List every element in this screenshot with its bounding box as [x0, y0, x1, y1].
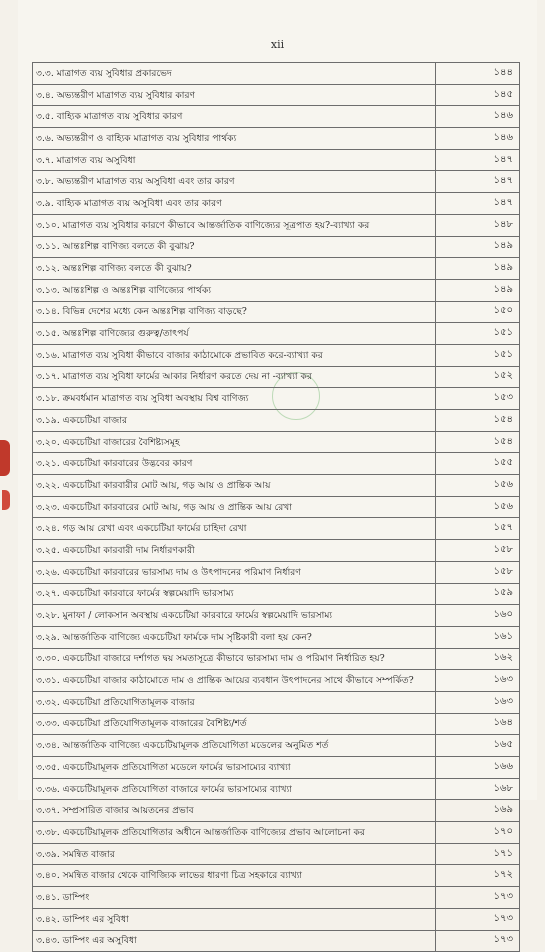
- toc-page-number: ১৪৬: [436, 106, 520, 128]
- toc-row: [33, 713, 520, 735]
- toc-page-number: ১৪৯: [436, 258, 520, 280]
- toc-section-title: ৩.৩১. একচেটিয়া বাজার কাঠামোতে দাম ও প্রান্তিক আয়ের ব্যবধান উৎপাদনের সাথে কীভাবে সম্পর্কিত?: [33, 670, 436, 692]
- toc-page-number: ১৬০: [436, 605, 520, 627]
- toc-page-number: ১৪৭: [436, 193, 520, 215]
- toc-page-number: ১৭২: [436, 865, 520, 887]
- toc-row: [33, 930, 520, 952]
- toc-row: [33, 757, 520, 779]
- toc-row: [33, 605, 520, 627]
- page-number: xii: [270, 38, 285, 51]
- toc-page-number: ১৭৩: [436, 908, 520, 930]
- toc-row: [33, 518, 520, 540]
- toc-section-title: ৩.১১. আন্তঃশিল্প বাণিজ্য বলতে কী বুঝায়?: [33, 236, 436, 258]
- toc-page-number: ১৫৮: [436, 540, 520, 562]
- toc-row: [33, 431, 520, 453]
- toc-row: [33, 626, 520, 648]
- toc-page-number: ১৫১: [436, 323, 520, 345]
- toc-row: [33, 453, 520, 475]
- toc-section-title: ৩.২৭. একচেটিয়া কারবারে ফার্মের স্বল্পমেয়াদি ভারসাম্য: [33, 583, 436, 605]
- toc-page-number: ১৭৩: [436, 930, 520, 952]
- toc-row: [33, 323, 520, 345]
- toc-section-title: ৩.১৭. মাত্রাগত ব্যয় সুবিধা ফার্মের আকার নির্ধারণ করতে দেয় না -ব্যাখ্যা কর: [33, 366, 436, 388]
- toc-section-title: ৩.৮. অভ্যন্তরীণ মাত্রাগত ব্যয় অসুবিধা এবং তার কারণ: [33, 171, 436, 193]
- toc-row: [33, 366, 520, 388]
- toc-row: [33, 908, 520, 930]
- toc-row: [33, 410, 520, 432]
- toc-row: [33, 149, 520, 171]
- toc-page-number: ১৪৬: [436, 128, 520, 150]
- toc-row: [33, 583, 520, 605]
- toc-section-title: ৩.২৬. একচেটিয়া কারবারের ভারসাম্য দাম ও উৎপাদনের পরিমাণ নির্ধারণ: [33, 561, 436, 583]
- toc-row: [33, 843, 520, 865]
- toc-section-title: ৩.১৬. মাত্রাগত ব্যয় সুবিধা কীভাবে বাজার কাঠামোকে প্রভাবিত করে-ব্যাখ্যা কর: [33, 344, 436, 366]
- toc-section-title: ৩.১৪. বিভিন্ন দেশের মধ্যে কেন অন্তঃশিল্প বাণিজ্য বাড়ছে?: [33, 301, 436, 323]
- toc-page-number: ১৪৯: [436, 236, 520, 258]
- toc-section-title: ৩.৩৩. একচেটিয়া প্রতিযোগিতামূলক বাজারের বৈশিষ্ট্য/শর্ত: [33, 713, 436, 735]
- toc-page-number: ১৪৫: [436, 84, 520, 106]
- toc-page-number: ১৫৩: [436, 388, 520, 410]
- table-of-contents: [32, 62, 520, 952]
- toc-row: [33, 735, 520, 757]
- toc-page-number: ১৫৭: [436, 518, 520, 540]
- toc-page-number: ১৪৮: [436, 214, 520, 236]
- toc-section-title: ৩.১০. মাত্রাগত ব্যয় সুবিধার কারণে কীভাবে আন্তর্জাতিক বাণিজ্যের সূত্রপাত হয়?-ব্যাখ্যা কর: [33, 214, 436, 236]
- toc-page-number: ১৪৭: [436, 171, 520, 193]
- toc-page-number: ১৪৪: [436, 63, 520, 85]
- toc-section-title: ৩.৩২. একচেটিয়া প্রতিযোগিতামূলক বাজার: [33, 691, 436, 713]
- toc-row: [33, 648, 520, 670]
- toc-row: [33, 822, 520, 844]
- toc-section-title: ৩.৫. বাহ্যিক মাত্রাগত ব্যয় সুবিধার কারণ: [33, 106, 436, 128]
- toc-page-number: ১৪৭: [436, 149, 520, 171]
- toc-section-title: ৩.৬. অভ্যন্তরীণ ও বাহ্যিক মাত্রাগত ব্যয় সুবিধার পার্থক্য: [33, 128, 436, 150]
- toc-row: [33, 171, 520, 193]
- toc-row: [33, 344, 520, 366]
- red-mark-decoration: [0, 440, 10, 476]
- toc-section-title: ৩.৪২. ডাম্পিং এর সুবিধা: [33, 908, 436, 930]
- toc-row: [33, 496, 520, 518]
- toc-section-title: ৩.৯. বাহ্যিক মাত্রাগত ব্যয় অসুবিধা এবং তার কারণ: [33, 193, 436, 215]
- toc-section-title: ৩.৩৯. সমন্বিত বাজার: [33, 843, 436, 865]
- toc-section-title: ৩.৪. অভ্যন্তরীণ মাত্রাগত ব্যয় সুবিধার কারণ: [33, 84, 436, 106]
- toc-section-title: ৩.২১. একচেটিয়া কারবারের উদ্ভবের কারণ: [33, 453, 436, 475]
- toc-page-number: ১৬২: [436, 648, 520, 670]
- toc-section-title: ৩.২০. একচেটিয়া বাজারের বৈশিষ্ট্যসমূহ: [33, 431, 436, 453]
- toc-section-title: ৩.২৫. একচেটিয়া কারবারী দাম নির্ধারণকারী: [33, 540, 436, 562]
- toc-section-title: ৩.৪০. সমন্বিত বাজার থেকে বাণিজ্যিক লাভের ধারণা চিত্র সহকারে ব্যাখ্যা: [33, 865, 436, 887]
- toc-page-number: ১৬৩: [436, 670, 520, 692]
- toc-page-number: ১৫৯: [436, 583, 520, 605]
- toc-section-title: ৩.৩. মাত্রাগত ব্যয় সুবিধার প্রকারভেদ: [33, 63, 436, 85]
- toc-page-number: ১৫৬: [436, 475, 520, 497]
- toc-row: [33, 670, 520, 692]
- toc-section-title: ৩.৭. মাত্রাগত ব্যয় অসুবিধা: [33, 149, 436, 171]
- toc-section-title: ৩.২৮. মুনাফা / লোকসান অবস্থায় একচেটিয়া কারবারে ফার্মের স্বল্পমেয়াদি ভারসাম্য: [33, 605, 436, 627]
- toc-section-title: ৩.২৪. গড় আয় রেখা এবং একচেটিয়া ফার্মের চাহিদা রেখা: [33, 518, 436, 540]
- toc-row: [33, 887, 520, 909]
- toc-page-number: ১৭১: [436, 843, 520, 865]
- toc-row: [33, 800, 520, 822]
- toc-page-number: ১৫৪: [436, 431, 520, 453]
- toc-page-number: ১৬৯: [436, 800, 520, 822]
- toc-page-number: ১৫৪: [436, 410, 520, 432]
- toc-page-number: ১৬৪: [436, 713, 520, 735]
- red-mark-decoration: [2, 490, 10, 510]
- toc-section-title: ৩.১৯. একচেটিয়া বাজার: [33, 410, 436, 432]
- toc-page-number: ১৬৩: [436, 691, 520, 713]
- toc-page-number: ১৬১: [436, 626, 520, 648]
- toc-section-title: ৩.২৩. একচেটিয়া কারবারের মোট আয়, গড় আয় ও প্রান্তিক আয় রেখা: [33, 496, 436, 518]
- toc-row: [33, 778, 520, 800]
- toc-section-title: ৩.৪৩. ডাম্পিং এর অসুবিধা: [33, 930, 436, 952]
- toc-row: [33, 236, 520, 258]
- toc-row: [33, 128, 520, 150]
- toc-row: [33, 561, 520, 583]
- toc-row: [33, 214, 520, 236]
- toc-page-number: ১৭৩: [436, 887, 520, 909]
- toc-row: [33, 258, 520, 280]
- toc-section-title: ৩.১৫. অন্তঃশিল্প বাণিজ্যের গুরুত্ব/তাৎপর্য: [33, 323, 436, 345]
- toc-page-number: ১৫৬: [436, 496, 520, 518]
- toc-page-number: ১৬৫: [436, 735, 520, 757]
- toc-page-number: ১৫০: [436, 301, 520, 323]
- toc-page-number: ১৪৯: [436, 279, 520, 301]
- toc-row: [33, 301, 520, 323]
- toc-section-title: ৩.৩৪. আন্তর্জাতিক বাণিজ্যে একচেটিয়ামূলক প্রতিযোগিতা মডেলের অনুমিত শর্ত: [33, 735, 436, 757]
- toc-page-number: ১৫৫: [436, 453, 520, 475]
- toc-page-number: ১৫২: [436, 366, 520, 388]
- toc-row: [33, 63, 520, 85]
- toc-section-title: ৩.১৩. আন্তঃশিল্প ও অন্তঃশিল্প বাণিজ্যের পার্থক্য: [33, 279, 436, 301]
- toc-section-title: ৩.৩০. একচেটিয়া বাজারে দর্শাগত দ্বয় সমতাসূত্রে কীভাবে ভারসাম্য দাম ও পরিমাণ নির্ধারিত হয়?: [33, 648, 436, 670]
- toc-section-title: ৩.৩৮. একচেটিয়ামূলক প্রতিযোগিতার অধীনে আন্তর্জাতিক বাণিজ্যের প্রভাব আলোচনা কর: [33, 822, 436, 844]
- toc-section-title: ৩.১৮. ক্রমবর্ধমান মাত্রাগত ব্যয় সুবিধা অবস্থায় বিশ্ব বাণিজ্য: [33, 388, 436, 410]
- toc-section-title: ৩.২৯. আন্তর্জাতিক বাণিজ্যে একচেটিয়া ফার্মকে দাম সৃষ্টিকারী বলা হয় কেন?: [33, 626, 436, 648]
- toc-section-title: ৩.৩৬. একচেটিয়ামূলক প্রতিযোগিতা বাজারে ফার্মের ভারসাম্যের ব্যাখ্যা: [33, 778, 436, 800]
- toc-section-title: ৩.৩৭. সম্প্রসারিত বাজার আয়তনের প্রভাব: [33, 800, 436, 822]
- toc-row: [33, 193, 520, 215]
- toc-row: [33, 279, 520, 301]
- toc-row: [33, 106, 520, 128]
- toc-row: [33, 691, 520, 713]
- toc-row: [33, 84, 520, 106]
- toc-row: [33, 540, 520, 562]
- book-page: [18, 0, 537, 947]
- toc-section-title: ৩.৪১. ডাম্পিং: [33, 887, 436, 909]
- toc-row: [33, 475, 520, 497]
- toc-section-title: ৩.১২. অন্তঃশিল্প বাণিজ্য বলতে কী বুঝায়?: [33, 258, 436, 280]
- toc-page-number: ১৬৬: [436, 757, 520, 779]
- toc-row: [33, 388, 520, 410]
- toc-row: [33, 865, 520, 887]
- toc-page-number: ১৬৮: [436, 778, 520, 800]
- toc-page-number: ১৫৮: [436, 561, 520, 583]
- toc-section-title: ৩.৩৫. একচেটিয়ামূলক প্রতিযোগিতা মডেলে ফার্মের ভারসাম্যের ব্যাখ্যা: [33, 757, 436, 779]
- toc-page-number: ১৭০: [436, 822, 520, 844]
- toc-page-number: ১৫১: [436, 344, 520, 366]
- toc-section-title: ৩.২২. একচেটিয়া কারবারীর মোট আয়, গড় আয় ও প্রান্তিক আয়: [33, 475, 436, 497]
